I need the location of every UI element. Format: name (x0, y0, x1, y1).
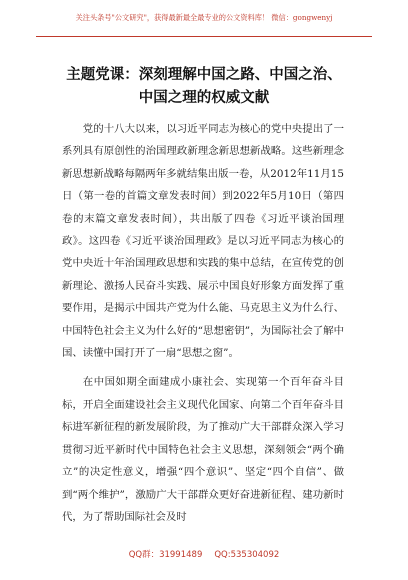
body-paragraph-2: 在中国如期全面建成小康社会、实现第一个百年奋斗目标，开启全面建设社会主义现代化国家、向第二个百年奋斗目标进军新征程的新发展阶段，为了推动广大干部群众深入学习贯彻习近平新时代中国特色社会主义思想，深刻领会“两个确立”的决定性意义，增强“四个意识”、坚定“四个自信”、做到“两个维护”，激励广大干部群众更好奋进新征程、建功新时代，为了帮助国际社会及时 (62, 376, 344, 523)
header-divider (36, 36, 372, 37)
footer-qq: QQ:535304092 (214, 550, 280, 560)
body-paragraph-1: 党的十八大以来，以习近平同志为核心的党中央提出了一系列具有原创性的治国理政新理念新思想新战略。这些新理念新思想新战略每隔两年多就结集出版一卷，从2012年11月15日（第一卷的首篇文章发表时间）到2022年5月10日（第四卷的末篇文章发表时间），共出版了四卷《习近平谈治国理政》。这四卷《习近平谈治国理政》是以习近平同志为核心的党中央近十年治国理政思想和实践的集中总结，在宣传党的创新理论、激扬人民奋斗实践、展示中国良好形象方面发挥了重要作用，是揭示中国共产党为什么能、马克思主义为什么行、中国特色社会主义为什么好的“思想密钥”，为国际社会了解中国、读懂中国打开了一扇“思想之窗”。 (62, 123, 344, 360)
document-title-line-1: 主题党课：深刻理解中国之路、中国之治、 (66, 67, 342, 83)
footer-qq-group: QQ群：31991489 (128, 550, 203, 560)
header-banner (36, 0, 372, 36)
page-footer (0, 548, 408, 560)
document-title (0, 64, 408, 110)
header-banner-text: 关注头条号"公文研究"，获得最新最全最专业的公文资料库！ 微信：gongwenyj (75, 13, 333, 22)
document-title-line-2: 中国之理的权威文献 (138, 90, 270, 106)
document-body (62, 118, 344, 535)
